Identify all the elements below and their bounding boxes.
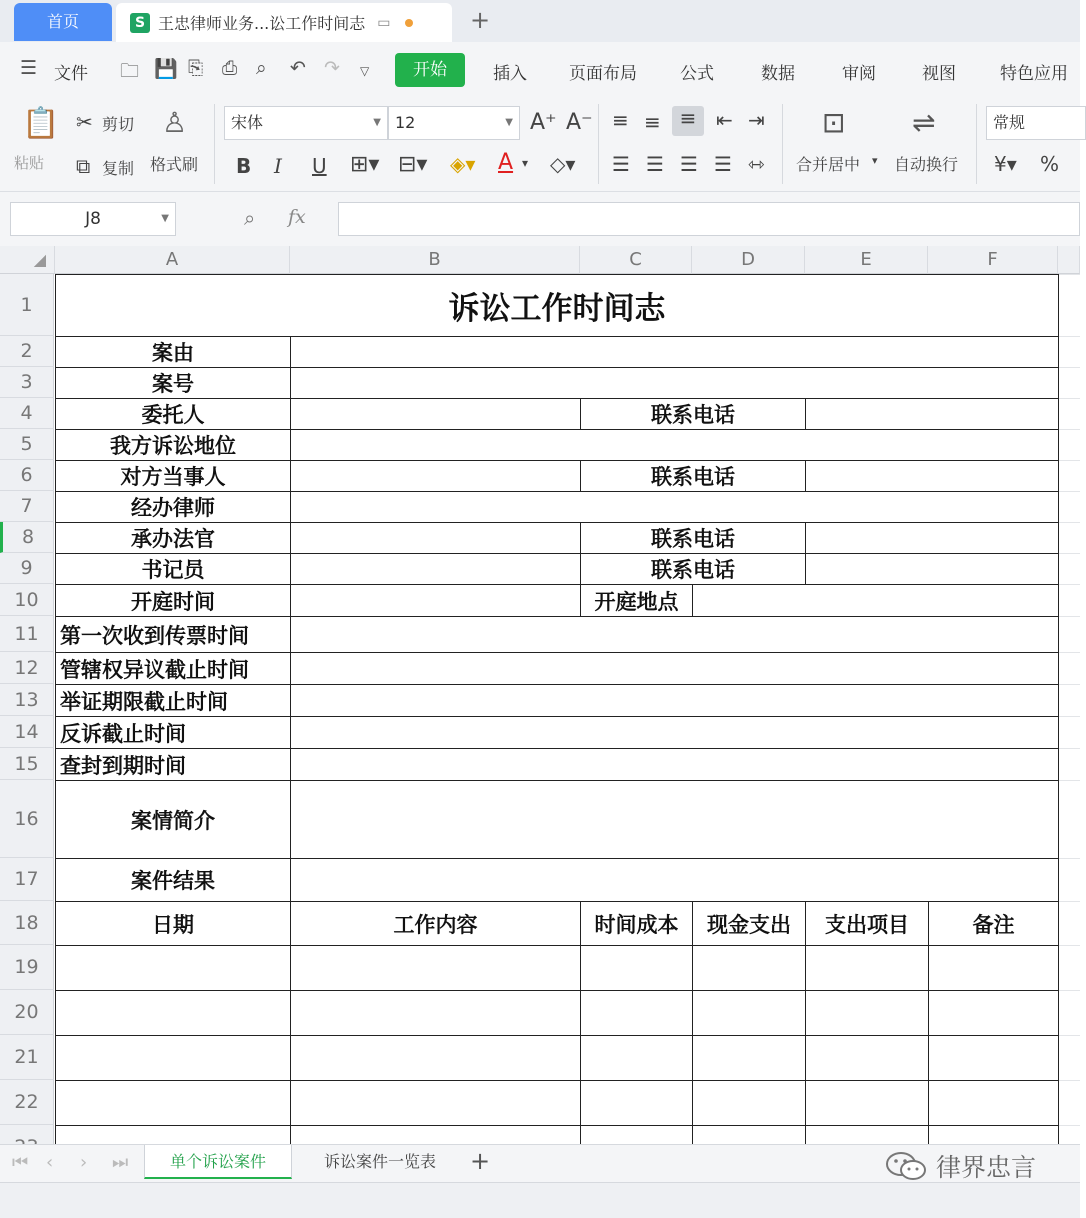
ribbon-divider xyxy=(214,104,215,184)
input-cell-evidence-deadline[interactable] xyxy=(290,684,1059,717)
gridline xyxy=(1058,460,1080,461)
redo-icon[interactable]: ↷ xyxy=(324,57,340,79)
gridline xyxy=(1058,398,1080,399)
gridline xyxy=(1058,553,1080,554)
last-sheet-icon[interactable]: ⏭ xyxy=(112,1152,129,1173)
align-left-icon[interactable]: ☰ xyxy=(612,152,630,176)
spreadsheet-icon: S xyxy=(130,13,150,33)
row-header-6[interactable]: 6 xyxy=(0,460,54,491)
gridline xyxy=(1058,858,1080,859)
justify-icon[interactable]: ☰ xyxy=(714,152,732,176)
log-table-cell[interactable] xyxy=(805,990,929,1036)
gridline xyxy=(1058,901,1080,902)
cell-style-icon[interactable]: ⊟▾ xyxy=(398,152,428,177)
gridline xyxy=(1058,684,1080,685)
paste-button[interactable]: 粘贴 xyxy=(14,154,45,172)
next-sheet-icon[interactable]: › xyxy=(80,1152,88,1173)
label-cell-our-position[interactable]: 我方诉讼地位 xyxy=(55,429,291,461)
sheet-tab-case-list[interactable]: 诉讼案件一览表 xyxy=(323,1152,436,1171)
label-cell-judge-phone[interactable]: 联系电话 xyxy=(580,522,806,554)
log-table-cell[interactable] xyxy=(692,1035,806,1081)
chevron-down-icon: ▼ xyxy=(373,117,381,128)
row-header-21[interactable]: 21 xyxy=(0,1035,54,1080)
input-cell-jurisdiction-deadline[interactable] xyxy=(290,652,1059,685)
log-table-cell[interactable] xyxy=(805,945,929,991)
gridline xyxy=(1058,429,1080,430)
label-cell-hearing-time[interactable]: 开庭时间 xyxy=(55,584,291,617)
input-cell-client[interactable] xyxy=(290,398,581,430)
gridline xyxy=(1058,1080,1080,1081)
hamburger-menu-icon[interactable]: ☰ xyxy=(20,57,38,79)
bold-button[interactable]: B xyxy=(236,154,252,178)
paste-icon[interactable]: 📋 xyxy=(22,106,60,141)
select-all-corner[interactable] xyxy=(0,246,55,274)
monitor-icon[interactable]: ▭ xyxy=(377,14,391,31)
document-tab-label: 王忠律师业务...讼工作时间志 xyxy=(158,14,366,33)
label-cell-client[interactable]: 委托人 xyxy=(55,398,291,430)
row-header-19[interactable]: 19 xyxy=(0,945,54,990)
menu-insert[interactable]: 插入 xyxy=(493,64,527,84)
column-header-c[interactable]: C xyxy=(580,246,692,274)
format-painter-button[interactable]: 格式刷 xyxy=(150,155,199,174)
clear-format-icon[interactable]: ◇▾ xyxy=(550,152,576,176)
row-header-20[interactable]: 20 xyxy=(0,990,54,1035)
input-cell-clerk-phone[interactable] xyxy=(805,553,1059,585)
row-header-14[interactable]: 14 xyxy=(0,716,54,748)
wechat-icon xyxy=(884,1150,928,1182)
undo-icon[interactable]: ↶ xyxy=(290,57,306,79)
scissors-icon[interactable]: ✂ xyxy=(76,110,93,134)
sheet-tab-single-case[interactable]: 单个诉讼案件 xyxy=(144,1145,292,1179)
number-format-select[interactable] xyxy=(986,106,1086,140)
log-table-cell[interactable] xyxy=(928,990,1059,1036)
column-header-b[interactable]: B xyxy=(290,246,580,274)
prev-sheet-icon[interactable]: ‹ xyxy=(46,1152,54,1173)
gridline xyxy=(1058,584,1080,585)
input-cell-our-position[interactable] xyxy=(290,429,1059,461)
row-header-18[interactable]: 18 xyxy=(0,901,54,945)
corner-triangle-icon: ◢ xyxy=(33,250,46,269)
font-size-select[interactable] xyxy=(388,106,520,140)
export-icon[interactable]: ⎘ xyxy=(188,57,204,79)
log-table-cell[interactable] xyxy=(580,990,693,1036)
label-cell-hearing-place[interactable]: 开庭地点 xyxy=(580,584,693,617)
font-color-icon[interactable]: A xyxy=(498,150,514,175)
label-cell-seizure-expiry[interactable]: 查封到期时间 xyxy=(55,748,291,781)
input-cell-first-summons[interactable] xyxy=(290,616,1059,653)
underline-button[interactable]: U xyxy=(312,154,327,178)
name-box[interactable] xyxy=(10,202,176,236)
row-header-3[interactable]: 3 xyxy=(0,367,54,398)
log-table-cell[interactable] xyxy=(805,1035,929,1081)
chevron-down-icon: ▼ xyxy=(161,213,169,224)
input-cell-case-summary[interactable] xyxy=(290,780,1059,859)
label-cell-jurisdiction-deadline[interactable]: 管辖权异议截止时间 xyxy=(55,652,291,685)
format-painter-icon[interactable]: ♙ xyxy=(162,106,188,139)
label-cell-judge[interactable]: 承办法官 xyxy=(55,522,291,554)
row-header-22[interactable]: 22 xyxy=(0,1080,54,1125)
row-header-11[interactable]: 11 xyxy=(0,616,54,652)
gridline xyxy=(1058,491,1080,492)
number-format-value: 常规 xyxy=(993,113,1026,132)
log-header-cell[interactable]: 支出项目 xyxy=(805,901,929,946)
gridline xyxy=(1058,367,1080,368)
input-cell-case-result[interactable] xyxy=(290,858,1059,902)
label-cell-counterclaim-deadline[interactable]: 反诉截止时间 xyxy=(55,716,291,749)
menu-start[interactable]: 开始 xyxy=(395,53,465,87)
log-table-cell[interactable] xyxy=(928,945,1059,991)
menu-data[interactable]: 数据 xyxy=(761,64,795,84)
font-name-value: 宋体 xyxy=(231,113,264,132)
indent-increase-icon[interactable]: ⇥ xyxy=(748,108,765,132)
row-header-10[interactable]: 10 xyxy=(0,584,54,616)
gridline xyxy=(1058,1125,1080,1126)
merge-dropdown-icon[interactable]: ▾ xyxy=(872,154,878,167)
log-header-cell[interactable]: 工作内容 xyxy=(290,901,581,946)
row-header-2[interactable]: 2 xyxy=(0,336,54,367)
log-table-cell[interactable] xyxy=(290,990,581,1036)
log-table-cell[interactable] xyxy=(55,1080,291,1126)
home-tab[interactable]: 首页 xyxy=(14,3,112,41)
column-header-d[interactable]: D xyxy=(692,246,805,274)
watermark-text: 律界忠言 xyxy=(936,1153,1037,1182)
row-header-1[interactable]: 1 xyxy=(0,274,54,336)
log-table-cell[interactable] xyxy=(55,1035,291,1081)
row-header-8[interactable]: 8 xyxy=(0,522,54,553)
row-header-13[interactable]: 13 xyxy=(0,684,54,716)
font-name-select[interactable] xyxy=(224,106,388,140)
print-icon[interactable]: ⎙ xyxy=(222,57,238,79)
new-tab-button[interactable]: + xyxy=(470,6,491,34)
log-table-cell[interactable] xyxy=(290,1035,581,1081)
merge-center-button[interactable]: 合并居中 xyxy=(796,155,861,174)
open-folder-icon[interactable]: 🗀 xyxy=(120,60,140,82)
input-cell-cause[interactable] xyxy=(290,336,1059,368)
log-table-cell[interactable] xyxy=(692,945,806,991)
spreadsheet-grid[interactable] xyxy=(0,246,1080,1144)
status-bar xyxy=(0,1182,1080,1218)
input-cell-judge-phone[interactable] xyxy=(805,522,1059,554)
input-cell-lawyer[interactable] xyxy=(290,491,1059,523)
merge-center-icon[interactable]: ⊡ xyxy=(822,106,846,139)
label-cell-lawyer[interactable]: 经办律师 xyxy=(55,491,291,523)
gridline xyxy=(1058,748,1080,749)
input-cell-case-no[interactable] xyxy=(290,367,1059,399)
font-size-value: 12 xyxy=(395,113,416,132)
input-cell-seizure-expiry[interactable] xyxy=(290,748,1059,781)
input-cell-opposing-party[interactable] xyxy=(290,460,581,492)
unsaved-dot-icon xyxy=(405,19,413,27)
input-cell-counterclaim-deadline[interactable] xyxy=(290,716,1059,749)
ribbon xyxy=(0,96,1080,192)
gridline xyxy=(1058,780,1080,781)
print-preview-icon[interactable]: ⌕ xyxy=(256,57,267,79)
label-cell-first-summons[interactable]: 第一次收到传票时间 xyxy=(55,616,291,653)
log-table-cell[interactable] xyxy=(580,1035,693,1081)
fill-color-icon[interactable]: ◈▾ xyxy=(450,152,476,176)
formula-input[interactable] xyxy=(338,202,1080,236)
log-table-cell[interactable] xyxy=(580,945,693,991)
log-header-cell[interactable]: 备注 xyxy=(928,901,1059,946)
indent-decrease-icon[interactable]: ⇤ xyxy=(716,108,733,132)
label-cell-clerk[interactable]: 书记员 xyxy=(55,553,291,585)
menu-bar xyxy=(0,42,1080,96)
row-header-12[interactable]: 12 xyxy=(0,652,54,684)
row-header-9[interactable]: 9 xyxy=(0,553,54,584)
gridline xyxy=(1058,945,1080,946)
row-header-15[interactable]: 15 xyxy=(0,748,54,780)
column-header-e[interactable]: E xyxy=(805,246,928,274)
gridline xyxy=(1058,274,1080,275)
row-header-16[interactable]: 16 xyxy=(0,780,54,858)
fx-button[interactable]: fx xyxy=(288,206,306,228)
row-header-17[interactable]: 17 xyxy=(0,858,54,901)
label-cell-opposing-phone[interactable]: 联系电话 xyxy=(580,460,806,492)
input-cell-hearing-place[interactable] xyxy=(692,584,1059,617)
ribbon-divider xyxy=(598,104,599,184)
align-bottom-icon[interactable]: ≡ xyxy=(672,106,704,136)
wrap-text-icon[interactable]: ⇌ xyxy=(912,106,936,139)
gridline xyxy=(1058,716,1080,717)
align-right-icon[interactable]: ☰ xyxy=(680,152,698,176)
menu-file[interactable]: 文件 xyxy=(54,64,88,84)
gridline xyxy=(1058,616,1080,617)
log-table-cell[interactable] xyxy=(580,1080,693,1126)
menu-page-layout[interactable]: 页面布局 xyxy=(569,64,637,84)
input-cell-clerk[interactable] xyxy=(290,553,581,585)
label-cell-opposing-party[interactable]: 对方当事人 xyxy=(55,460,291,492)
row-header-7[interactable]: 7 xyxy=(0,491,54,522)
label-cell-case-result[interactable]: 案件结果 xyxy=(55,858,291,902)
zoom-search-icon[interactable]: ⌕ xyxy=(244,206,256,230)
first-sheet-icon[interactable]: ⏮ xyxy=(12,1152,29,1173)
input-cell-opposing-phone[interactable] xyxy=(805,460,1059,492)
row-header-5[interactable]: 5 xyxy=(0,429,54,460)
copy-button[interactable]: 复制 xyxy=(102,159,135,178)
column-header-a[interactable]: A xyxy=(55,246,290,274)
gridline xyxy=(1058,1035,1080,1036)
cut-button[interactable]: 剪切 xyxy=(102,115,135,134)
log-table-cell[interactable] xyxy=(805,1080,929,1126)
log-header-cell[interactable]: 时间成本 xyxy=(580,901,693,946)
label-cell-clerk-phone[interactable]: 联系电话 xyxy=(580,553,806,585)
quick-access-dropdown-icon[interactable]: ▽ xyxy=(360,64,370,78)
menu-review[interactable]: 审阅 xyxy=(842,64,876,84)
increase-font-icon[interactable]: A⁺ xyxy=(530,110,557,135)
italic-button[interactable]: I xyxy=(274,154,282,178)
log-table-cell[interactable] xyxy=(55,990,291,1036)
formula-bar xyxy=(0,192,1080,246)
align-middle-icon[interactable]: ≡ xyxy=(644,110,661,134)
label-cell-case-no[interactable]: 案号 xyxy=(55,367,291,399)
log-table-cell[interactable] xyxy=(928,1035,1059,1081)
ribbon-divider xyxy=(782,104,783,184)
gridline xyxy=(1058,522,1080,523)
input-cell-hearing-time[interactable] xyxy=(290,584,581,617)
watermark xyxy=(884,1148,1036,1184)
input-cell-client-phone[interactable] xyxy=(805,398,1059,430)
label-cell-case-summary[interactable]: 案情简介 xyxy=(55,780,291,859)
input-cell-judge[interactable] xyxy=(290,522,581,554)
document-tab[interactable] xyxy=(116,3,452,42)
percent-button[interactable]: % xyxy=(1040,152,1060,176)
borders-icon[interactable]: ⊞▾ xyxy=(350,152,380,177)
log-header-cell[interactable]: 现金支出 xyxy=(692,901,806,946)
gridline xyxy=(1058,336,1080,337)
save-icon[interactable]: 💾 xyxy=(154,58,178,80)
wrap-text-button[interactable]: 自动换行 xyxy=(894,155,959,174)
log-header-cell[interactable]: 日期 xyxy=(55,901,291,946)
log-table-cell[interactable] xyxy=(692,990,806,1036)
gridline xyxy=(1058,652,1080,653)
align-top-icon[interactable]: ≡ xyxy=(612,108,629,132)
add-sheet-button[interactable]: + xyxy=(470,1147,491,1175)
column-header-blank[interactable] xyxy=(1058,246,1080,274)
column-header-f[interactable]: F xyxy=(928,246,1058,274)
log-table-cell[interactable] xyxy=(290,945,581,991)
row-header-4[interactable]: 4 xyxy=(0,398,54,429)
label-cell-cause[interactable]: 案由 xyxy=(55,336,291,368)
chevron-down-icon: ▼ xyxy=(505,117,513,128)
align-center-icon[interactable]: ☰ xyxy=(646,152,664,176)
sheet-title-cell[interactable]: 诉讼工作时间志 xyxy=(55,274,1059,337)
menu-view[interactable]: 视图 xyxy=(922,64,956,84)
currency-icon[interactable]: ¥▾ xyxy=(994,152,1017,176)
label-cell-client-phone[interactable]: 联系电话 xyxy=(580,398,806,430)
distribute-icon[interactable]: ⇿ xyxy=(748,152,765,176)
log-table-cell[interactable] xyxy=(55,945,291,991)
menu-formulas[interactable]: 公式 xyxy=(680,64,714,84)
copy-icon[interactable]: ⧉ xyxy=(76,154,91,178)
log-table-cell[interactable] xyxy=(290,1080,581,1126)
decrease-font-icon[interactable]: A⁻ xyxy=(566,110,593,135)
label-cell-evidence-deadline[interactable]: 举证期限截止时间 xyxy=(55,684,291,717)
tab-bar xyxy=(0,0,1080,42)
gridline xyxy=(1058,990,1080,991)
ribbon-divider xyxy=(976,104,977,184)
font-color-dropdown-icon[interactable]: ▾ xyxy=(522,156,529,170)
log-table-cell[interactable] xyxy=(928,1080,1059,1126)
menu-special-apps[interactable]: 特色应用 xyxy=(1000,64,1068,84)
name-box-value: J8 xyxy=(85,209,101,229)
log-table-cell[interactable] xyxy=(692,1080,806,1126)
